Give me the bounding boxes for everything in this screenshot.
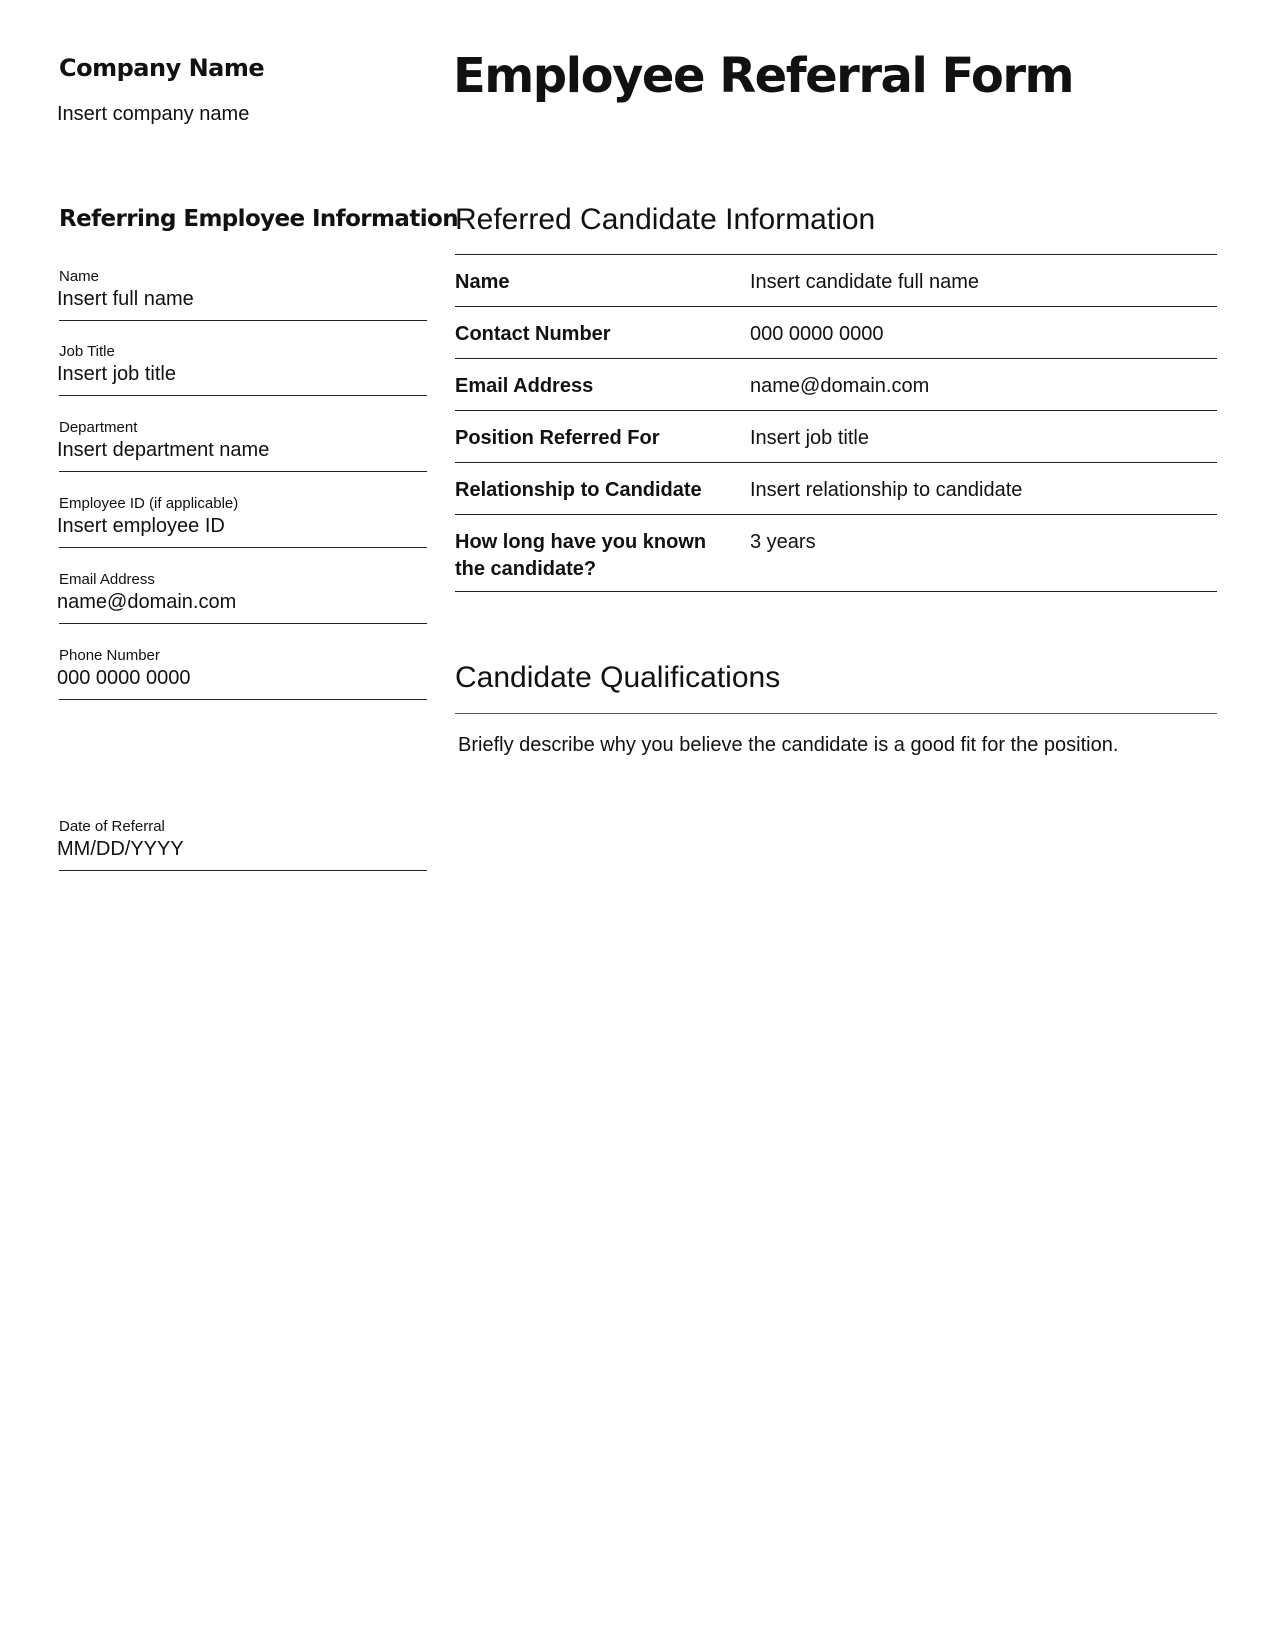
field-phone	[57, 647, 427, 723]
field-date-of-referral	[57, 818, 427, 894]
field-employee-id	[57, 495, 427, 571]
field-email	[57, 571, 427, 647]
row-label: Contact Number	[455, 323, 611, 345]
field-label: Name	[59, 268, 100, 285]
company-name-input[interactable]: Insert company name	[57, 103, 250, 125]
divider	[59, 699, 427, 700]
divider	[455, 713, 1217, 714]
field-job-title	[57, 343, 427, 419]
job-title-input[interactable]: Insert job title	[57, 363, 176, 385]
field-name	[57, 268, 427, 344]
divider	[59, 471, 427, 472]
candidate-name-input[interactable]: Insert candidate full name	[750, 271, 980, 293]
row-label: Email Address	[455, 375, 594, 397]
candidate-qualifications-heading: Candidate Qualifications	[455, 661, 781, 694]
contact-number-input[interactable]: 000 0000 0000	[750, 323, 884, 345]
relationship-input[interactable]: Insert relationship to candidate	[750, 479, 1023, 501]
divider	[59, 870, 427, 871]
field-label: Phone Number	[59, 647, 160, 664]
referring-employee-heading: Referring Employee Information	[59, 206, 458, 232]
table-row	[455, 359, 1217, 411]
field-label: Department	[59, 419, 138, 436]
field-label: Email Address	[59, 571, 155, 588]
department-input[interactable]: Insert department name	[57, 439, 270, 461]
employee-id-input[interactable]: Insert employee ID	[57, 515, 225, 537]
field-label: Job Title	[59, 343, 115, 360]
field-department	[57, 419, 427, 495]
table-row	[455, 463, 1217, 515]
known-duration-input[interactable]: 3 years	[750, 531, 816, 553]
divider	[59, 623, 427, 624]
qualifications-textarea[interactable]: Briefly describe why you believe the candidate is a good fit for the position.	[458, 734, 1119, 756]
field-label: Date of Referral	[59, 818, 165, 835]
table-row	[455, 255, 1217, 307]
row-label: Position Referred For	[455, 427, 660, 449]
divider	[59, 395, 427, 396]
table-row	[455, 515, 1217, 592]
page-title: Employee Referral Form	[453, 48, 1074, 104]
position-input[interactable]: Insert job title	[750, 427, 869, 449]
divider	[59, 547, 427, 548]
row-label: How long have you known the candidate?	[455, 531, 707, 580]
email-input[interactable]: name@domain.com	[57, 591, 237, 613]
name-input[interactable]: Insert full name	[57, 288, 194, 310]
row-label: Name	[455, 271, 510, 293]
date-input[interactable]: MM/DD/YYYY	[57, 838, 184, 860]
candidate-email-input[interactable]: name@domain.com	[750, 375, 930, 397]
divider	[59, 320, 427, 321]
phone-input[interactable]: 000 0000 0000	[57, 667, 191, 689]
candidate-table	[455, 254, 1217, 592]
row-label: Relationship to Candidate	[455, 479, 702, 501]
field-label: Employee ID (if applicable)	[59, 495, 239, 512]
table-row	[455, 411, 1217, 463]
table-row	[455, 307, 1217, 359]
referred-candidate-heading: Referred Candidate Information	[455, 203, 876, 236]
company-name-heading: Company Name	[59, 54, 265, 82]
